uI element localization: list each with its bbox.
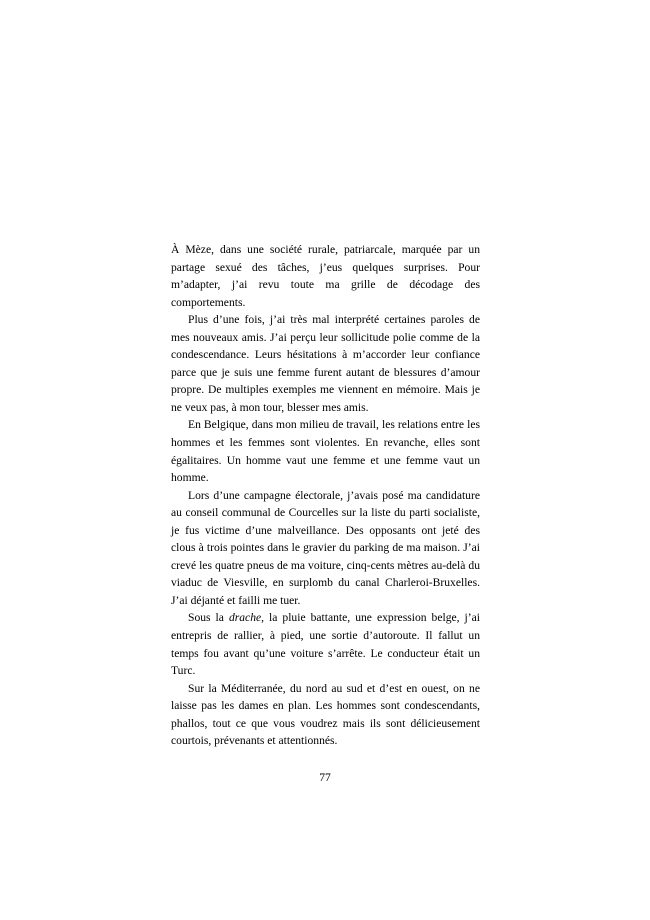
page-number: 77 <box>319 771 331 784</box>
paragraph-5-text-after: , la pluie battante, une expression belge, j’ai entrepris de rallier, à pied, une sortie d’autoroute. Il fallut un temps fou avant qu’une voiture s’arrête. Le conducteur était un Turc. <box>171 611 481 678</box>
paragraph-1: À Mèze, dans une société rurale, patriarcale, marquée par un partage sexué des tâches, j’eus quelques surprises. Pour m’adapter, j’ai revu toute ma grille de décodage des comportements. <box>171 243 480 309</box>
paragraph-6: Sur la Méditerranée, du nord au sud et d’est en ouest, on ne laisse pas les dames en plan. Les hommes sont condescendants, phallos, tout ce que vous voudrez mais ils sont délicieusement courtois, prévenants et attentionnés. <box>171 681 480 748</box>
paragraph-5-italic-term: drache <box>228 611 262 625</box>
paragraph-5 <box>171 609 480 679</box>
body-text <box>171 241 480 750</box>
paragraph-3: En Belgique, dans mon milieu de travail, les relations entre les hommes et les femmes sont violentes. En revanche, elles sont égalitaires. Un homme vaut une femme et une femme vaut un homme. <box>171 418 480 485</box>
paragraph-4: Lors d’une campagne électorale, j’avais posé ma candidature au conseil communal de Courcelles sur la liste du parti socialiste, je fus victime d’une malveillance. Des opposants ont jeté des clous à trois pointes dans le gravier du parking de ma maison. J’ai crevé les quatre pneus de ma voiture, cinq-cents mètres au-delà du viaduc de Viesville, en surplomb du canal Charleroi-Bruxelles. J’ai déjanté et failli me tuer. <box>171 488 480 607</box>
paragraph-2: Plus d’une fois, j’ai très mal interprété certaines paroles de mes nouveaux amis. J’ai perçu leur sollicitude polie comme de la condescendance. Leurs hésitations à m’accorder leur confiance parce que je suis une femme furent autant de blessures d’amour propre. De multiples exemples me viennent en mémoire. Mais je ne veux pas, à mon tour, blesser mes amis. <box>171 313 480 414</box>
paragraph-5-text-before: Sous la <box>188 611 229 625</box>
